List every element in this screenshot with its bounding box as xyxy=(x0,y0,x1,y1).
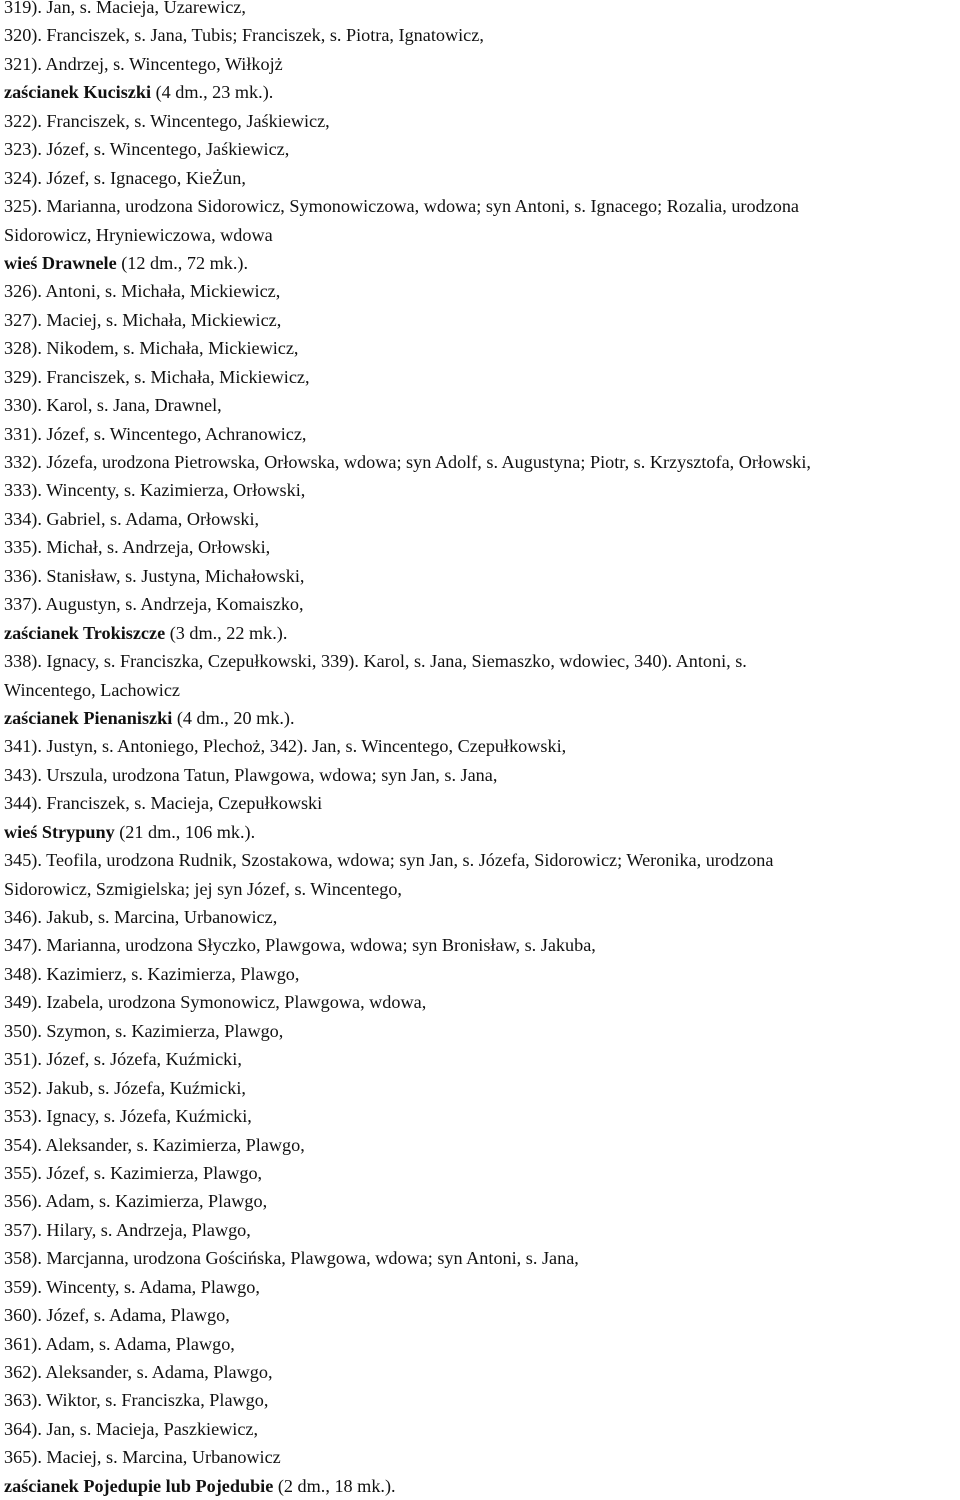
settlement-heading xyxy=(4,818,960,846)
text-line: 349). Izabela, urodzona Symonowicz, Plawgowa, wdowa, xyxy=(4,992,427,1013)
settlement-stats: (4 dm., 20 mk.). xyxy=(172,707,295,728)
text-line: 324). Józef, s. Ignacego, KieŻun, xyxy=(4,167,246,188)
text-line: 355). Józef, s. Kazimierza, Plawgo, xyxy=(4,1162,263,1183)
text-line: 319). Jan, s. Macieja, Uzarewicz, xyxy=(4,0,246,17)
text-line: 341). Justyn, s. Antoniego, Plechoż, 342). Jan, s. Wincentego, Czepułkowski, xyxy=(4,736,567,757)
settlement-name: Drawnele xyxy=(41,252,117,273)
settlement-heading xyxy=(4,78,960,106)
settlement-type: zaścianek xyxy=(4,622,83,643)
text-line: 363). Wiktor, s. Franciszka, Plawgo, xyxy=(4,1390,269,1411)
text-line: 348). Kazimierz, s. Kazimierza, Plawgo, xyxy=(4,963,300,984)
settlement-type: wieś xyxy=(4,252,42,273)
text-line: 345). Teofila, urodzona Rudnik, Szostakowa, wdowa; syn Jan, s. Józefa, Sidorowicz; Weronika, urodzona xyxy=(4,850,774,871)
text-line: 338). Ignacy, s. Franciszka, Czepułkowski, 339). Karol, s. Jana, Siemaszko, wdowiec, 340). Antoni, s. xyxy=(4,651,747,672)
text-line: 333). Wincenty, s. Kazimierza, Orłowski, xyxy=(4,480,306,501)
settlement-stats: (12 dm., 72 mk.). xyxy=(116,252,248,273)
text-line: 365). Maciej, s. Marcina, Urbanowicz xyxy=(4,1447,281,1468)
text-line: 320). Franciszek, s. Jana, Tubis; Franciszek, s. Piotra, Ignatowicz, xyxy=(4,25,484,46)
settlement-name: Pojedupie lub Pojedubie xyxy=(83,1475,274,1496)
text-line: 357). Hilary, s. Andrzeja, Plawgo, xyxy=(4,1219,251,1240)
text-line: 322). Franciszek, s. Wincentego, Jaśkiewicz, xyxy=(4,110,330,131)
text-line: 332). Józefa, urodzona Pietrowska, Orłowska, wdowa; syn Adolf, s. Augustyna; Piotr, s. Krzysztofa, Orłowski, xyxy=(4,452,811,472)
text-line: 360). Józef, s. Adama, Plawgo, xyxy=(4,1305,230,1326)
text-line: 336). Stanisław, s. Justyna, Michałowski, xyxy=(4,565,305,586)
text-line: 323). Józef, s. Wincentego, Jaśkiewicz, xyxy=(4,139,290,160)
settlement-heading xyxy=(4,704,960,732)
text-line: 364). Jan, s. Macieja, Paszkiewicz, xyxy=(4,1418,259,1439)
settlement-heading xyxy=(4,619,960,647)
text-line: 361). Adam, s. Adama, Plawgo, xyxy=(4,1333,235,1354)
text-line: 326). Antoni, s. Michała, Mickiewicz, xyxy=(4,281,281,302)
text-line: 330). Karol, s. Jana, Drawnel, xyxy=(4,395,222,416)
text-line: 327). Maciej, s. Michała, Mickiewicz, xyxy=(4,309,282,330)
settlement-name: Kuciszki xyxy=(83,82,152,103)
text-line: 331). Józef, s. Wincentego, Achranowicz, xyxy=(4,423,307,444)
settlement-heading xyxy=(4,249,960,277)
text-line: 354). Aleksander, s. Kazimierza, Plawgo, xyxy=(4,1134,305,1155)
text-line: 350). Szymon, s. Kazimierza, Plawgo, xyxy=(4,1020,284,1041)
text-line: 329). Franciszek, s. Michała, Mickiewicz, xyxy=(4,366,310,387)
text-line: 337). Augustyn, s. Andrzeja, Komaiszko, xyxy=(4,594,304,615)
settlement-type: zaścianek xyxy=(4,1475,84,1496)
text-line: 325). Marianna, urodzona Sidorowicz, Symonowiczowa, wdowa; syn Antoni, s. Ignacego; Rozalia, urodzona xyxy=(4,196,800,217)
text-line: 362). Aleksander, s. Adama, Plawgo, xyxy=(4,1362,273,1382)
text-line: 352). Jakub, s. Józefa, Kuźmicki, xyxy=(4,1077,246,1098)
text-line: 351). Józef, s. Józefa, Kuźmicki, xyxy=(4,1049,242,1070)
text-line: 347). Marianna, urodzona Słyczko, Plawgowa, wdowa; syn Bronisław, s. Jakuba, xyxy=(4,935,596,956)
settlement-name: Trokiszcze xyxy=(82,622,166,643)
settlement-name: Pienaniszki xyxy=(83,707,173,728)
settlement-stats: (21 dm., 106 mk.). xyxy=(114,821,256,842)
text-line: 335). Michał, s. Andrzeja, Orłowski, xyxy=(4,537,271,558)
text-line: 356). Adam, s. Kazimierza, Plawgo, xyxy=(4,1191,268,1212)
settlement-type: zaścianek xyxy=(4,82,84,103)
text-line: 359). Wincenty, s. Adama, Plawgo, xyxy=(4,1276,260,1297)
text-line: 343). Urszula, urodzona Tatun, Plawgowa, wdowa; syn Jan, s. Jana, xyxy=(4,764,498,785)
text-line: Sidorowicz, Hryniewiczowa, wdowa xyxy=(4,224,273,245)
settlement-stats: (3 dm., 22 mk.). xyxy=(165,622,288,643)
settlement-stats: (4 dm., 23 mk.). xyxy=(151,82,274,103)
text-line: 334). Gabriel, s. Adama, Orłowski, xyxy=(4,508,260,529)
text-line: 358). Marcjanna, urodzona Gościńska, Plawgowa, wdowa; syn Antoni, s. Jana, xyxy=(4,1248,579,1269)
text-line: 321). Andrzej, s. Wincentego, Wiłkojż xyxy=(4,53,283,74)
settlement-type: zaścianek xyxy=(4,707,84,728)
settlement-stats: (2 dm., 18 mk.). xyxy=(273,1475,396,1496)
settlement-name: Strypuny xyxy=(41,821,115,842)
settlement-type: wieś xyxy=(4,821,42,842)
text-line: 353). Ignacy, s. Józefa, Kuźmicki, xyxy=(4,1106,252,1127)
text-line: 346). Jakub, s. Marcina, Urbanowicz, xyxy=(4,907,278,927)
text-line: Wincentego, Lachowicz xyxy=(4,679,181,700)
text-line: 328). Nikodem, s. Michała, Mickiewicz, xyxy=(4,338,299,359)
text-line: 344). Franciszek, s. Macieja, Czepułkowski xyxy=(4,793,323,814)
text-line: Sidorowicz, Szmigielska; jej syn Józef, s. Wincentego, xyxy=(4,878,402,899)
